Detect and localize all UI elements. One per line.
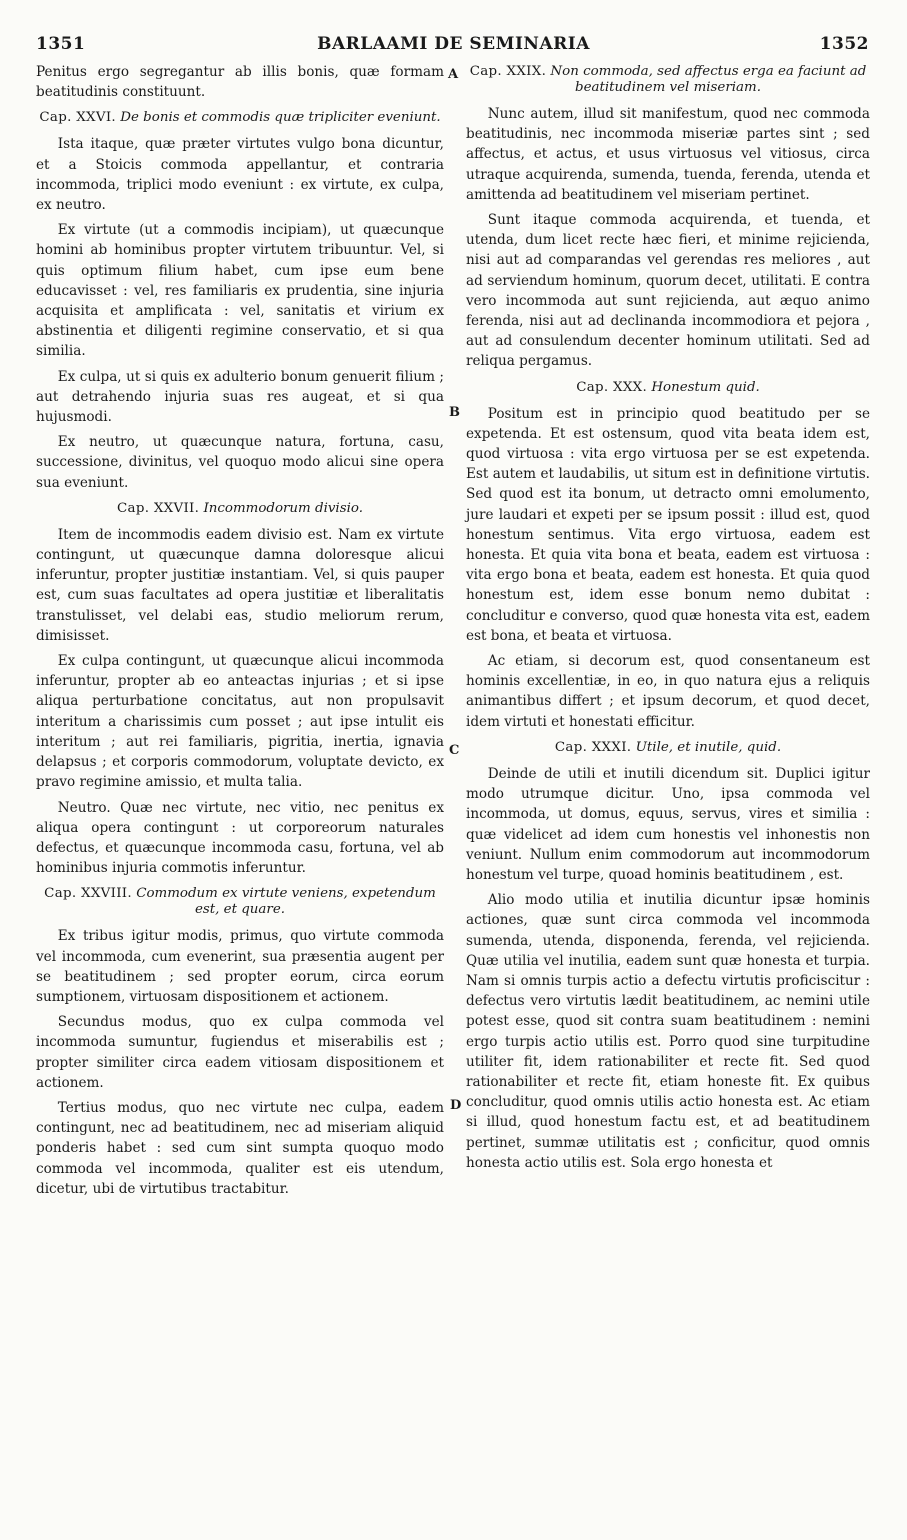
chapter-number: Cap. XXXI. xyxy=(554,739,632,755)
paragraph: Ex culpa contingunt, ut quæcunque alicui incommoda inferuntur, propter ab eo anteactas injurias ; et si ipse aliqua perturbatione concitatus, aut non propulsavit interitum a charissimis cum posset ; aut ipse intulit eis interitum ; aut rei familiaris, pigritia, inertia, ignavia delapsus ; et corporis commodorum, voluptate devicto, ex pravo regimine amissio, et multa talia. xyxy=(36,653,444,791)
chapter-heading xyxy=(466,64,870,96)
chapter-title: Commodum ex virtute veniens, expetendum est, et quare. xyxy=(136,886,436,918)
paragraph: Alio modo utilia et inutilia dicuntur ipsæ hominis actiones, quæ sunt circa commoda vel incommoda sumenda, utenda, disponenda, ferenda, vel rejicienda. Quæ utilia vel inutilia, eadem sunt quæ honesta et turpia. Nam si omnis turpis actio a defectu virtutis proficiscitur : defectus vero virtutis lædit beatitudinem, ac nemini utile potest esse, quod sit contra suam beatitudinem : nemini ergo turpis actio utilis est. Porro quod sine turpitudine utiliter fit, idem rationabiliter et recte fit. Sed quod rationabiliter et recte fit, etiam honeste fit. Ex quibus concluditur, quod omnis utilis actio honesta est. Ac etiam si illud, quod honestum factu est, et ad beatitudinem pertinet, summæ utilitatis est ; conficitur, quod omnis honesta actio utilis est. Sola ergo honesta et xyxy=(466,892,870,1171)
left-page-number: 1351 xyxy=(36,34,86,54)
right-column xyxy=(466,62,870,1178)
right-page-number: 1352 xyxy=(819,34,869,54)
paragraph: Ex tribus igitur modis, primus, quo virtute commoda vel incommoda, cum evenerint, sua præsentia augent per se beatitudinem ; sed propter eorum, circa eorum sumptionem, virtuosam dispositionem et actionem. xyxy=(36,928,444,1005)
paragraph: Secundus modus, quo ex culpa commoda vel incommoda sumuntur, fugiendus et miserabilis est ; propter similiter circa eadem vitiosam dispositionem et actionem. xyxy=(36,1014,444,1091)
margin-letter-b: B xyxy=(449,405,460,420)
chapter-title: Utile, et inutile, quid. xyxy=(635,739,782,755)
chapter-title: De bonis et commodis quæ tripliciter eveniunt. xyxy=(120,110,441,126)
chapter-heading xyxy=(36,110,444,126)
chapter-heading xyxy=(466,740,870,756)
paragraph: Ex neutro, ut quæcunque natura, fortuna, casu, successione, divinitus, vel quoquo modo alicui sine opera sua eveniunt. xyxy=(36,434,444,491)
chapter-number: Cap. XXIX. xyxy=(469,64,547,79)
paragraph: Neutro. Quæ nec virtute, nec vitio, nec penitus ex aliqua opera contingunt : ut corporeorum naturales defectus, et quæcunque incommoda casu, fortuna, vel ab hominibus injuria commotis inferuntur. xyxy=(36,799,444,877)
chapter-number: Cap. XXVIII. xyxy=(44,886,132,902)
chapter-number: Cap. XXVI. xyxy=(39,110,116,126)
paragraph: Sunt itaque commoda acquirenda, et tuenda, et utenda, dum licet recte hæc fieri, et minime rejicienda, nisi aut ad comparandas vel gerendas res meliores , aut ad serviendum hominum, quorum decet, utilitati. E contra vero incommoda aut sunt rejicienda, aut æquo animo ferenda, nisi aut ad declinanda incommodiora et pejora , aut ad consulendum decenter hominum utilitati. Sed ad reliqua pergamus. xyxy=(466,212,870,370)
chapter-heading xyxy=(36,501,444,517)
chapter-title: Non commoda, sed affectus erga ea faciunt ad beatitudinem vel miseriam. xyxy=(550,64,867,95)
paragraph: Ex culpa, ut si quis ex adulterio bonum genuerit filium ; aut detrahendo injuria suas res augeat, et si qua hujusmodi. xyxy=(36,368,444,426)
running-title: BARLAAMI DE SEMINARIA xyxy=(317,34,590,54)
paragraph: Tertius modus, quo nec virtute nec culpa, eadem contingunt, nec ad beatitudinem, nec ad miseriam aliquid ponderis habet : sed cum sint sumpta quoquo modo commoda vel incommoda, qualiter est eis utendum, dicetur, ubi de virtutibus tractabitur. xyxy=(36,1099,444,1197)
paragraph: Nunc autem, illud sit manifestum, quod nec commoda beatitudinis, nec incommoda miseriæ partes sint ; sed affectus, et actus, et usus virtuosus vel vitiosus, circa utraque acquirenda, sumenda, tuenda, ferenda, utenda et amittenda ad beatitudinem vel miseriam pertinet. xyxy=(466,106,870,203)
margin-letter-a: A xyxy=(448,67,459,82)
paragraph: Ex virtute (ut a commodis incipiam), ut quæcunque homini ab hominibus propter virtutem tribuuntur. Vel, si quis optimum filium habet, cum ipse eum bene educavisset : vel, res familiaris ex prudentia, sine injuria acquisita et amplificata : vel, sanitatis et virium ex abstinentia et diligenti regimine conservatio, et si qua similia. xyxy=(36,222,444,360)
chapter-title: Honestum quid. xyxy=(651,379,760,395)
chapter-heading xyxy=(466,380,870,396)
chapter-number: Cap. XXVII. xyxy=(117,500,200,516)
margin-letter-d: D xyxy=(450,1098,462,1113)
chapter-number: Cap. XXX. xyxy=(576,379,648,395)
chapter-title: Incommodorum divisio. xyxy=(203,500,363,516)
chapter-heading xyxy=(36,886,444,918)
paragraph: Ista itaque, quæ præter virtutes vulgo bona dicuntur, et a Stoicis commoda appellantur, et contraria incommoda, triplici modo eveniunt : ex virtute, ex culpa, ex neutro. xyxy=(36,136,444,214)
paragraph: Penitus ergo segregantur ab illis bonis, quæ formam beatitudinis constituunt. xyxy=(36,64,444,101)
paragraph: Positum est in principio quod beatitudo per se expetenda. Et est ostensum, quod vita beata idem est, quod virtuosa : vita ergo virtuosa per se est expetenda. Est autem et laudabilis, ut situm est in definitione virtutis. Sed quod est ita bonum, ut detracto omni emolumento, jure laudari et expeti per se ipsum possit : illud est, quod honestum sentimus. Vita ergo virtuosa, eadem est honesta. Et quia vita bona et beata, eadem est virtuosa : vita ergo bona et beata, eadem est honesta. Et quia quod honestum est, idem esse bonum nemo dubitat : concluditur e converso, quod quæ honesta vita est, eadem est bona, et beata et virtuosa. xyxy=(466,405,870,644)
paragraph: Item de incommodis eadem divisio est. Nam ex virtute contingunt, ut quæcunque damna doloresque alicui inferuntur, propter justitiæ instantiam. Vel, si quis pauper est, cum suas facultates ad opera justitiæ et liberalitatis transtulisset, vel delabi eas, studio meliorum rerum, dimisisset. xyxy=(36,526,444,644)
paragraph: Ac etiam, si decorum est, quod consentaneum est hominis excellentiæ, in eo, in quo natura ejus a reliquis animantibus differt ; et ipsum decorum, et quod decet, idem virtuti et honestati efficitur. xyxy=(466,653,870,730)
paragraph: Deinde de utili et inutili dicendum sit. Duplici igitur modo utrumque dicitur. Uno, ipsa commoda vel incommoda, ut domus, equus, servus, vires et similia : quæ videlicet ad idem cum honestis vel inhonestis non veniunt. Nullum enim commodorum aut incommodorum honestum vel turpe, quoad hominis beatitudinem , est. xyxy=(466,765,870,883)
margin-letter-c: C xyxy=(449,743,460,758)
left-column xyxy=(36,62,444,1204)
